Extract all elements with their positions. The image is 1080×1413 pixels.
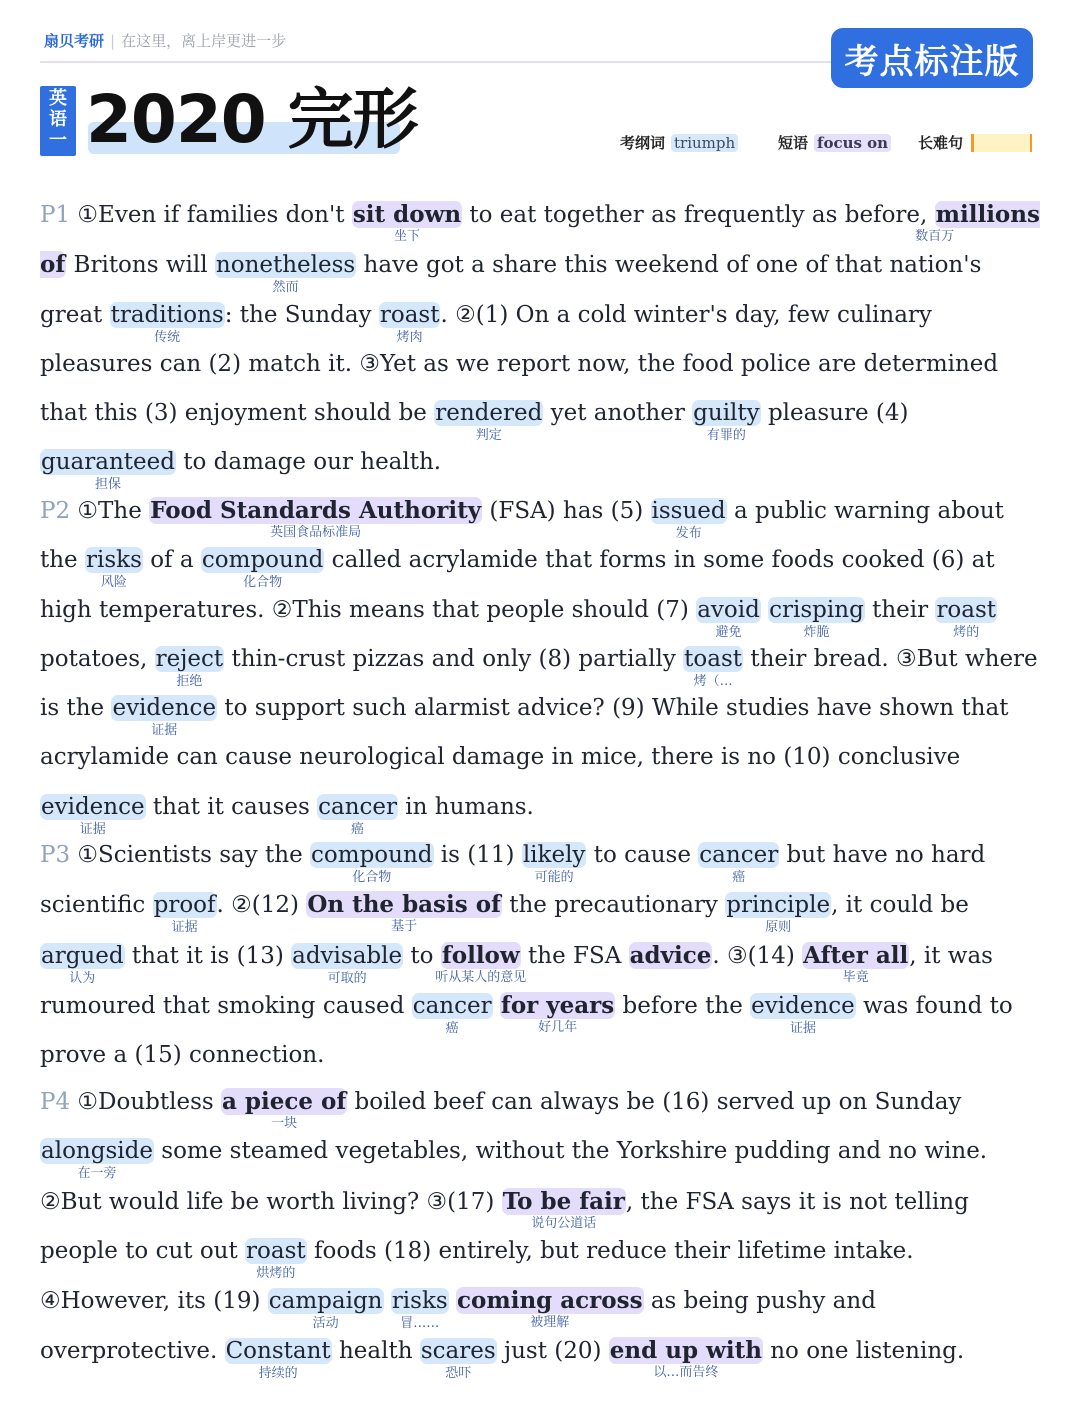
vocab-word: guaranteed 担保 [41,449,175,493]
subject-char: 一 [49,130,67,151]
vocab-word: argued 认为 [41,942,124,986]
gloss: 可能的 [534,870,574,885]
vocab-word: rendered 判定 [435,400,543,444]
long-sentence-swatch [971,134,1032,152]
gloss: 一块 [271,1116,298,1131]
gloss: 恐吓 [445,1366,472,1382]
key-phrase: sit down 坐下 [352,201,462,244]
vocab-word: risks 冒…… [391,1288,448,1332]
legend-long-sentence [918,132,1032,153]
gloss: 在一旁 [77,1166,117,1182]
brand-header [44,30,286,51]
gloss: 风险 [100,575,127,591]
vocab-word: nonetheless 然而 [215,252,356,296]
key-phrase: for years 好几年 [500,991,615,1035]
vocab-word: evidence 证据 [41,793,145,837]
subject-char: 英 [49,88,67,109]
paragraph-4: P4 ①Doubtless a piece of 一块 boiled beef can always be (16) served up on Sunday alongside 在一旁 some steamed vegetables, without the Yorkshire pudding and no wine. ②But would life be worth living? ③(17) To be fair 说句公道话 , the FSA says it is not telling people to cut out roast 烘烤的 foods (18) entirely, but reduce their lifetime intake. ④However, its (19) campaign 活动 risks 冒…… coming across 被理解 as being pushy and overprotective. Constant 持续的 health scares 恐吓 just (20) end up with 以…而告终 no one listening. [40,1088,988,1382]
legend-phrase-label: 短语 [778,134,809,152]
key-phrase: On the basis of 基于 [307,891,501,935]
gloss: 原则 [765,920,792,936]
gloss: 癌 [351,821,365,837]
vocab-word: alongside 在一旁 [41,1138,153,1182]
gloss: 以…而告终 [653,1365,719,1381]
gloss: 避免 [715,624,742,640]
gloss: 被理解 [530,1315,570,1331]
subject-char: 语 [49,109,67,130]
gloss: 证据 [151,723,178,739]
gloss: 听从某人的意见 [435,969,527,985]
gloss: 可取的 [327,970,367,986]
gloss: 发布 [675,526,702,541]
paragraph-label: P4 [40,1089,78,1115]
key-phrase: Food Standards Authority 英国食品标准局 [150,497,482,540]
gloss: 烤（… [693,673,733,689]
gloss: 毕竟 [842,969,869,985]
key-phrase: a piece of 一块 [222,1088,347,1131]
gloss: 英国食品标准局 [270,525,362,540]
gloss: 炸脆 [803,624,830,640]
gloss: 认为 [69,970,96,986]
gloss: 坐下 [393,229,420,244]
gloss: 持续的 [258,1366,298,1382]
gloss: 担保 [94,477,121,493]
vocab-word: compound 化合物 [201,547,324,591]
paragraph-2: P2 ①The Food Standards Authority 英国食品标准局 (FSA) has (5) issued 发布 a public warning about the risks 风险 of a compound 化合物 called acrylamide that forms in some foods cooked (6) at high temperatures. ②This means that people should (7) avoid 避免 crisping 炸脆 their roast 烤的 potatoes, reject 拒绝 thin-crust pizzas and only (8) partially toast 烤（… their bread. ③But where is the evidence 证据 to support such alarmist advice? (9) While studies have shown that acrylamide can cause neurological damage in mice, there is no (10) conclusive evidence 证据 that it causes cancer 癌 in humans. [40,497,1038,837]
brand-divider: | [110,32,116,50]
vocab-word: principle 原则 [726,892,831,936]
vocab-word: advisable 可取的 [292,942,403,986]
gloss: 癌 [732,870,746,885]
gloss: 化合物 [243,575,283,591]
gloss: 好几年 [538,1019,578,1035]
gloss: 烤的 [953,624,980,640]
vocab-word: roast 烘烤的 [246,1237,306,1281]
legend-word [620,132,738,153]
gloss: 说句公道话 [531,1215,597,1231]
vocab-word: cancer 癌 [699,842,779,885]
vocab-word: guilty 有罪的 [693,400,760,444]
gloss: 癌 [445,1020,459,1036]
paragraph-1: P1 ①Even if families don't sit down 坐下 to eat together as frequently as before, millions of 数百万 Britons will nonetheless 然而 have got a share this weekend of one of that nation's great traditions 传统 : the Sunday roast 烤肉 . ②(1) On a cold winter's day, few culinary pleasures can (2) match it. ③Yet as we report now, the food police are determined that this (3) enjoyment should be rendered 判定 yet another guilty 有罪的 pleasure (4) guaranteed 担保 to damage our health. [40,201,1040,493]
vocab-word: proof 证据 [153,892,216,936]
header-divider [40,61,832,63]
edition-badge: 考点标注版 [831,28,1033,88]
subject-tag-text [40,88,76,151]
vocab-word: evidence 证据 [112,695,217,739]
vocab-word: toast 烤（… [684,645,743,689]
vocab-word: traditions 传统 [110,301,224,345]
gloss: 传统 [154,329,181,345]
key-phrase: To be fair 说句公道话 [502,1187,625,1231]
brand-slogan: 在这里，离上岸更进一步 [121,32,287,50]
gloss: 烤肉 [396,329,423,345]
vocab-word: roast 烤肉 [379,301,440,345]
key-phrase: follow 听从某人的意见 [435,941,527,985]
key-phrase: coming across 被理解 [457,1287,643,1331]
vocab-word: scares 恐吓 [420,1338,496,1382]
gloss: 冒…… [400,1316,440,1332]
paragraph-label: P1 [40,202,78,228]
paragraph-label: P3 [40,842,78,868]
paragraph-label: P2 [40,498,78,524]
vocab-word: cancer 癌 [412,992,492,1036]
gloss: 证据 [171,920,198,936]
page-title: 2020 完形 [86,81,418,158]
key-phrase: advice [629,941,712,969]
gloss: 数百万 [915,229,955,244]
vocab-word: cancer 癌 [318,793,397,837]
vocab-word: compound 化合物 [311,842,433,885]
vocab-word: issued 发布 [651,498,726,541]
legend-long-label: 长难句 [918,134,964,152]
gloss: 活动 [312,1316,339,1332]
gloss: 证据 [79,821,106,837]
key-phrase: end up with 以…而告终 [609,1337,762,1381]
key-phrase: After all 毕竟 [803,941,909,985]
vocab-word: avoid 避免 [697,596,760,640]
gloss: 证据 [789,1020,816,1036]
subject-tag [40,86,76,156]
legend-phrase-example: focus on [814,134,891,152]
vocab-word: roast 烤的 [936,596,997,640]
vocab-word: evidence 证据 [751,992,855,1036]
legend-word-example: triumph [671,134,738,152]
vocab-word: campaign 活动 [268,1288,383,1332]
vocab-word: reject 拒绝 [155,645,224,689]
gloss: 然而 [272,280,299,296]
vocab-word: likely 可能的 [522,842,586,885]
brand-name: 扇贝考研 [44,32,105,50]
gloss: 有罪的 [706,428,746,444]
legend-phrase [778,132,891,153]
gloss: 化合物 [352,870,392,885]
gloss: 判定 [475,428,502,444]
vocab-word: risks 风险 [85,547,142,591]
gloss: 基于 [391,919,418,935]
paragraph-3: P3 ①Scientists say the compound 化合物 is (11) likely 可能的 to cause cancer 癌 but have no hard scientific proof 证据 . ②(12) On the basis of 基于 the precautionary principle 原则 , it could be argued 认为 that it is (13) advisable 可取的 to follow 听从某人的意见 the FSA advice. ③(14) After all 毕竟 , it was rumoured that smoking caused cancer 癌 for years 好几年 before the evidence 证据 was found to prove a (15) connection. [40,842,1013,1069]
key-phrase: millions of 数百万 [40,201,1040,279]
vocab-word: Constant 持续的 [225,1338,331,1382]
legend-word-label: 考纲词 [620,134,666,152]
vocab-word: crisping 炸脆 [769,596,864,640]
gloss: 拒绝 [176,673,203,689]
gloss: 烘烤的 [256,1265,296,1281]
